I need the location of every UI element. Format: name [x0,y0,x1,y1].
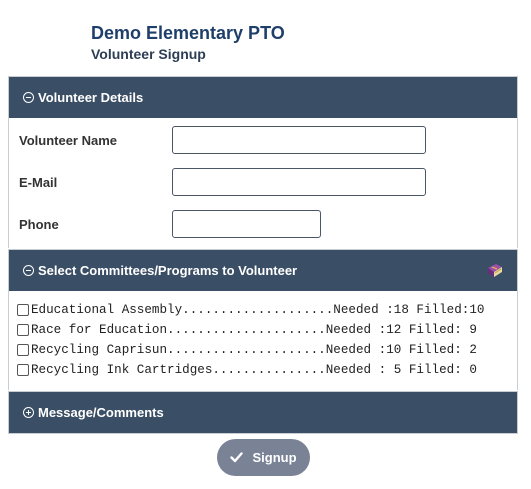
phone-input[interactable] [172,210,321,238]
messages-panel [8,391,518,434]
signup-label: Signup [252,450,297,465]
volunteer-details-panel [8,76,518,248]
collapse-minus-icon [23,92,34,103]
committee-item[interactable] [17,360,477,380]
name-row [19,126,426,154]
committee-checkbox[interactable] [17,304,29,316]
expand-plus-icon [23,407,34,418]
phone-row [19,210,321,238]
volunteer-name-label: Volunteer Name [19,132,118,148]
email-input[interactable] [172,168,426,196]
book-icon[interactable] [487,263,503,281]
collapse-minus-icon [23,265,34,276]
committee-checkbox[interactable] [17,324,29,336]
committee-item-text: Recycling Caprisun.....................Needed :10 Filled: 2 [31,343,477,357]
volunteer-name-input[interactable] [172,126,426,154]
signup-button[interactable] [217,439,310,476]
page-subtitle: Volunteer Signup [91,46,206,62]
committee-checkbox[interactable] [17,344,29,356]
committee-item-text: Race for Education.....................Needed :12 Filled: 9 [31,323,477,337]
messages-header[interactable] [9,392,517,433]
messages-heading: Message/Comments [38,405,164,420]
page-header [91,22,285,63]
phone-label: Phone [19,216,59,232]
email-label: E-Mail [19,174,58,190]
committee-item[interactable] [17,320,477,340]
committee-item[interactable] [17,300,484,320]
page-title: Demo Elementary PTO [91,23,285,43]
email-row [19,168,426,196]
committees-heading: Select Committees/Programs to Volunteer [38,263,298,278]
check-icon [230,452,243,463]
committee-item-text: Recycling Ink Cartridges...............Needed : 5 Filled: 0 [31,363,477,377]
committee-item[interactable] [17,340,477,360]
committees-header[interactable] [9,250,517,291]
committees-panel [8,249,518,390]
committee-checkbox[interactable] [17,364,29,376]
volunteer-details-header[interactable] [9,77,517,118]
committee-item-text: Educational Assembly....................Needed :18 Filled:10 [31,303,485,317]
committee-list [9,291,517,390]
volunteer-details-heading: Volunteer Details [38,90,144,105]
